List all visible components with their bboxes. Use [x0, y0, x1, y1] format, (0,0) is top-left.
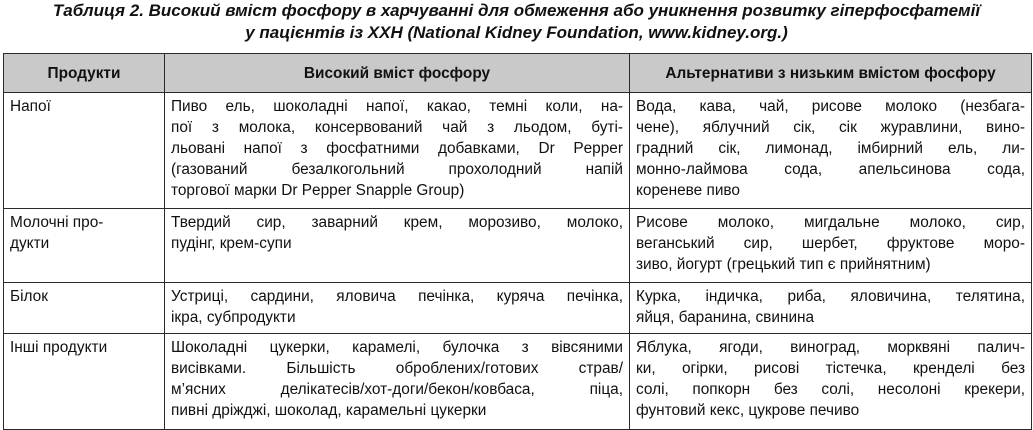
text-line: пудінг, крем-супи — [171, 235, 292, 252]
text-line: пивні дріжджі, шоколад, карамельні цукерки — [171, 402, 487, 419]
product-cell — [4, 283, 165, 334]
text-line: фунтовий кекс, цукрове печиво — [636, 402, 860, 419]
text-line: чене), яблучний сік, сік журавлини, вино- — [636, 119, 1025, 136]
text-line: монно-лаймова сода, апельсинова сода, — [636, 161, 1025, 178]
text-line: льовані напої з фосфатними добавками, Dr Pepper — [171, 140, 623, 157]
high-phosphorus-cell — [165, 283, 630, 334]
text-line: торгової марки Dr Pepper Snapple Group) — [171, 182, 465, 199]
text-line: Устриці, сардини, яловича печінка, куряча печінка, — [171, 288, 623, 305]
text-line: градний сік, лимонад, імбирний ель, ли- — [636, 140, 1025, 157]
text-line: висівками. Більшість оброблених/готових страв/ — [171, 360, 623, 377]
text-line: кореневе пиво — [636, 182, 740, 199]
low-phosphorus-cell — [630, 334, 1032, 430]
table-row — [4, 334, 1032, 430]
text-line: Твердий сир, заварний крем, морозиво, молоко, — [171, 214, 623, 231]
low-phosphorus-cell — [630, 283, 1032, 334]
product-cell — [4, 334, 165, 430]
text-line: Курка, індичка, риба, яловичина, телятина, — [636, 288, 1025, 305]
caption-line-2: у пацієнтів із ХХН (National Kidney Foundation, www.kidney.org.) — [245, 23, 788, 42]
text-line: веганський сир, шербет, фруктове моро- — [636, 235, 1025, 252]
text-line: ікра, субпродукти — [171, 309, 296, 326]
text-line: пої з молока, консервований чай з льодом, буті- — [171, 119, 623, 136]
header-row — [4, 54, 1032, 93]
text-line: Яблука, ягоди, виноград, морквяні палич- — [636, 339, 1025, 356]
low-phosphorus-cell — [630, 209, 1032, 283]
text-line: яйця, баранина, свинина — [636, 309, 815, 326]
text-line: зиво, йогурт (грецький тип є прийнятним) — [636, 256, 931, 273]
header-low-alternatives: Альтернативи з низьким вмістом фосфору — [630, 54, 1032, 93]
caption-line-1: Таблиця 2. Високий вміст фосфору в харчуванні для обмеження або уникнення розвитку гіперфосфатемії — [52, 1, 981, 20]
text-line: Вода, кава, чай, рисове молоко (незбага- — [636, 98, 1025, 115]
table-caption — [0, 0, 1033, 44]
text-line: Пиво ель, шоколадні напої, какао, темні коли, на- — [171, 98, 623, 115]
text-line: солі, попкорн без солі, несолоні крекери, — [636, 381, 1025, 398]
table-row — [4, 209, 1032, 283]
product-name-line: Молочні про- — [10, 214, 104, 231]
phosphorus-table — [3, 53, 1032, 430]
low-phosphorus-cell — [630, 93, 1032, 209]
header-products: Продукти — [4, 54, 165, 93]
text-line: (газований безалкогольний прохолодний напій — [171, 161, 623, 178]
product-name: Білок — [10, 288, 48, 305]
text-line: Рисове молоко, мигдальне молоко, сир, — [636, 214, 1025, 231]
high-phosphorus-cell — [165, 93, 630, 209]
table-row — [4, 93, 1032, 209]
text-line: Шоколадні цукерки, карамелі, булочка з вівсяними — [171, 339, 623, 356]
product-cell — [4, 93, 165, 209]
product-name: Інші продукти — [10, 339, 108, 356]
product-cell — [4, 209, 165, 283]
high-phosphorus-cell — [165, 334, 630, 430]
product-name-line: дукти — [10, 235, 50, 252]
product-name: Напої — [10, 98, 51, 115]
text-line: м’ясних делікатесів/хот-доги/бекон/ковбаса, піца, — [171, 381, 623, 398]
high-phosphorus-cell — [165, 209, 630, 283]
text-line: ки, огірки, рисові тістечка, кренделі без — [636, 360, 1025, 377]
header-high-phosphorus: Високий вміст фосфору — [165, 54, 630, 93]
table-row — [4, 283, 1032, 334]
